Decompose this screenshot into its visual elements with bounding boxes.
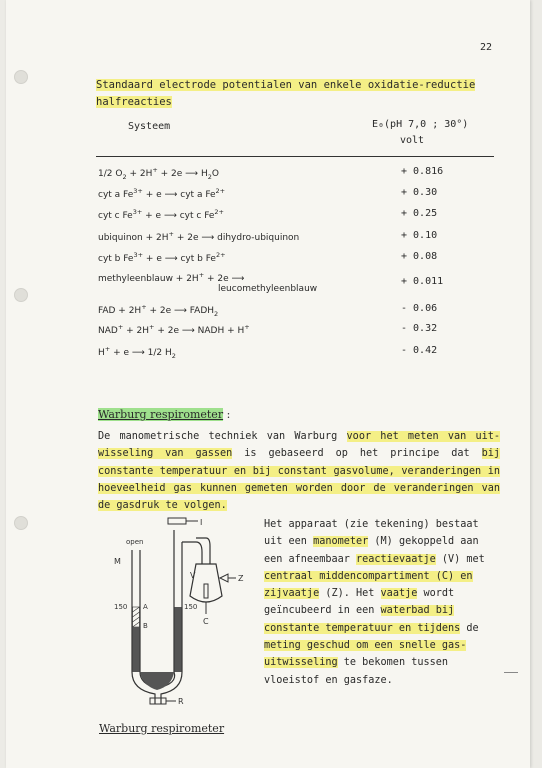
title-line-2: halfreacties	[96, 96, 172, 108]
reaction-vessel	[190, 564, 222, 602]
label-m: M	[114, 557, 121, 566]
column-unit: volt	[400, 135, 425, 146]
punch-hole	[14, 288, 28, 302]
reaction-row: cyt b $Fe^{3+} + e$ ⟶ cyt b $Fe^{2+}$	[98, 251, 226, 264]
margin-mark	[504, 672, 518, 673]
reaction-row: 1/2 $O_2 + 2H^+ + 2e$ ⟶ $H_2O$	[98, 166, 219, 181]
top-stopcock	[168, 518, 186, 524]
label-150-left: 150	[114, 603, 128, 611]
fluid-hatch-lines	[133, 607, 140, 627]
label-v: V	[190, 571, 196, 580]
bottom-stopcock	[150, 698, 166, 704]
reaction-row: H+ + e ⟶ 1/2 $H_2$	[98, 345, 176, 360]
potential-value: + 0.08	[401, 251, 438, 262]
column-potential: E₀(pH 7,0 ; 30°)	[372, 119, 469, 130]
fluid-column-right	[175, 607, 182, 672]
section-title: Warburg respirometer	[98, 408, 224, 421]
punch-hole	[14, 516, 28, 530]
reaction-row-continuation: leucomethyleenblauw	[218, 284, 318, 294]
column-system: Systeem	[128, 121, 171, 132]
label-r: R	[178, 697, 184, 706]
label-i: I	[200, 518, 203, 527]
punch-hole	[14, 70, 28, 84]
label-c: C	[203, 617, 209, 626]
u-bend-fluid	[140, 672, 174, 690]
potential-value: + 0.25	[401, 208, 438, 219]
potential-value: + 0.10	[401, 230, 438, 241]
potential-value: - 0.06	[401, 303, 438, 314]
reaction-row: NAD+ + 2H+ + 2e ⟶ NADH + H+	[98, 323, 250, 336]
fluid-column-left	[133, 627, 140, 672]
fluid-hatch-a	[133, 607, 140, 627]
title-line-1: Standaard electrode potentialen van enkele oxidatie-reductie	[96, 79, 476, 91]
potential-value: + 0.011	[401, 276, 444, 287]
potential-value: - 0.42	[401, 345, 438, 356]
reaction-row: cyt c $Fe^{3+} + e$ ⟶ cyt c $Fe^{2+}$	[98, 208, 225, 221]
table-title	[96, 77, 496, 111]
label-b: B	[143, 622, 148, 630]
warburg-respirometer-diagram	[110, 512, 270, 712]
label-open: open	[126, 538, 144, 546]
apparatus-paragraph: Het apparaat (zie tekening) bestaat uit een manometer (M) gekoppeld aan een afneembaar reactievaatje (V) met centraal middencompartiment (C) en zijvaatje (Z). Het vaatje wordt geïncubeerd in een waterbad bij constante temperatuur en tijdens de meting geschud om een snelle gas-uitwisseling te bekomen tussen vloeistof en gasfaze.	[264, 519, 485, 686]
label-z: Z	[238, 574, 244, 583]
reaction-row: cyt a $Fe^{3+} + e$ ⟶ cyt a $Fe^{2+}$	[98, 187, 226, 200]
page-number: 22	[480, 42, 493, 53]
table-rule	[96, 156, 494, 157]
label-a: A	[143, 603, 148, 611]
document-page	[6, 0, 530, 768]
potential-value: + 0.816	[401, 166, 444, 177]
potential-value: - 0.32	[401, 323, 438, 334]
side-arm	[182, 542, 202, 564]
reaction-row: methyleenblauw + 2H+ + 2e ⟶	[98, 271, 245, 284]
figure-caption: Warburg respirometer	[99, 722, 225, 735]
section-heading: Warburg respirometer :	[98, 408, 231, 421]
reaction-row: ubiquinon + 2H+ + 2e ⟶ dihydro-ubiquinon	[98, 230, 300, 243]
potential-value: + 0.30	[401, 187, 438, 198]
intro-paragraph: De manometrische techniek van Warburg voor het meten van uit-wisseling van gassen is gebaseerd op het principe dat bij constante temperatuur en bij constant gasvolume, veranderingen in hoeveelheid gas kunnen gemeten worden door de veranderingen van de gasdruk te volgen.	[98, 431, 500, 512]
reaction-row: FAD + 2H+ + 2e ⟶ $FADH_2$	[98, 303, 219, 318]
label-150-right: 150	[184, 603, 198, 611]
